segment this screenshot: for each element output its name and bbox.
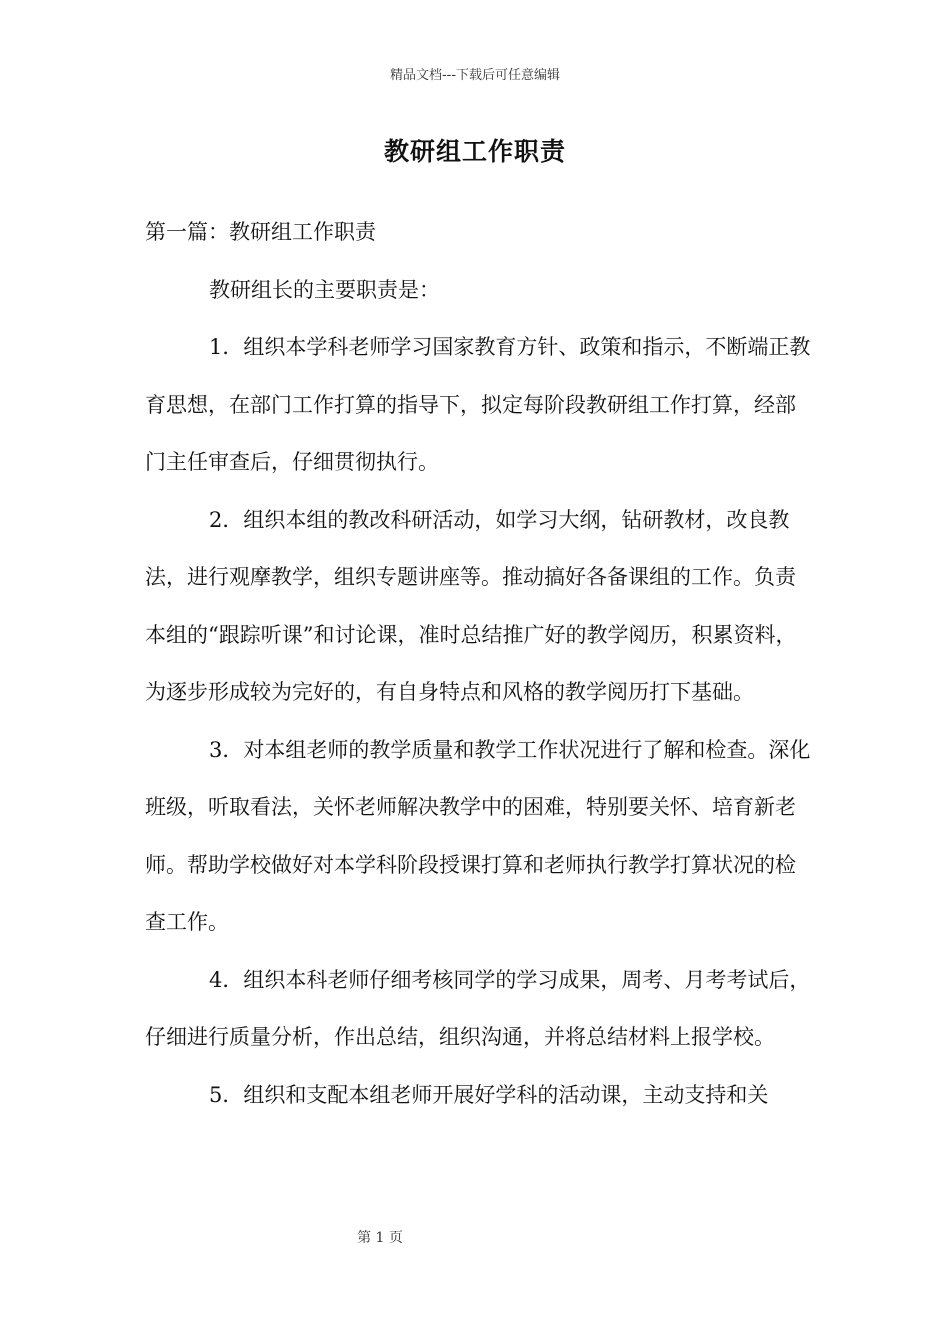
document-body (145, 204, 815, 1124)
duty-item-2: 2．组织本组的教改科研活动，如学习大纲，钻研教材，改良教法，进行观摩教学，组织专题讲座等。推动搞好各备课组的工作。负责本组的“跟踪听课”和讨论课，准时总结推广好的教学阅历，积累资料，为逐步形成较为完好的，有自身特点和风格的教学阅历打下基础。 (145, 507, 797, 704)
duty-item-3: 3．对本组老师的教学质量和教学工作状况进行了解和检查。深化班级，听取看法，关怀老师解决教学中的困难，特别要关怀、培育新老师。帮助学校做好对本学科阶段授课打算和老师执行教学打算状况的检查工作。 (145, 737, 811, 934)
duty-item-5: 5．组织和支配本组老师开展好学科的活动课，主动支持和关 (209, 1082, 769, 1107)
section-heading: 第一篇：教研组工作职责 (145, 220, 376, 244)
intro-paragraph: 教研组长的主要职责是： (209, 277, 440, 302)
document-title: 教研组工作职责 (383, 137, 566, 166)
duty-item-4: 4．组织本科老师仔细考核同学的学习成果，周考、月考考试后，仔细进行质量分析，作出总结，组织沟通，并将总结材料上报学校。 (145, 967, 811, 1049)
duty-item-1: 1．组织本学科老师学习国家教育方针、政策和指示，不断端正教育思想，在部门工作打算的指导下，拟定每阶段教研组工作打算，经部门主任审查后，仔细贯彻执行。 (145, 335, 811, 474)
page-number: 第 1 页 (357, 1230, 403, 1246)
header-note: 精品文档---下载后可任意编辑 (389, 68, 561, 83)
